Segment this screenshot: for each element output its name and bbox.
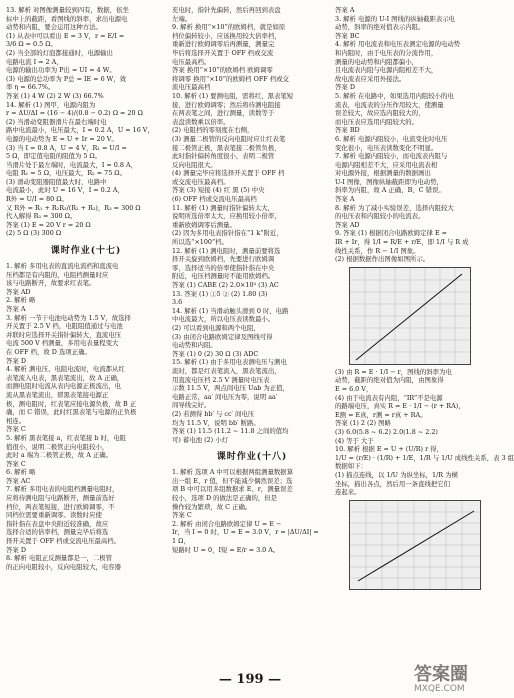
text-line: 变化很小，电压表读数变化不明显。 [335,143,438,152]
text-line: 左端。 [172,14,192,23]
text-line: 在 OFF 档，故 D 选项正确。 [6,347,91,356]
text-line: 将调零 换用“×10”的欧姆档 OFF 档或交 [172,74,289,83]
text-line: 并联时应选择开关指针偏转大，直流电压 [6,330,122,339]
watermark-logo [414,666,496,696]
text-line: 标中上的截距，看图线的斜率，求出电源电 [6,14,128,23]
text-line: 值很小，说明二极管正向电阻较小， [6,442,109,451]
text-line: 流从黑表笔流出，即黑表笔接电源正 [6,390,109,399]
text-line: (6) OFF 档或交流电压最高档 [172,195,257,204]
text-line: 10. 解析 (1) 要测电阻，需将红、黑表笔短 [172,91,294,100]
text-line: 档位偏转较小，应该换用较大倍率档， [172,31,281,40]
column-right [335,6,514,593]
text-line: 中电流最大，所以电压表读数最小。 [172,315,275,324]
page-number: — 199 — [218,672,282,687]
text-line: (2) 可以看到电源和两个电阻， [172,323,260,332]
text-line: U-I 图像，图像纵轴截距即为电动势， [335,177,443,186]
text-line: 操作较为繁琐，故 C 正确。 [172,502,252,511]
text-line: 而测电阻时电流从表内电源正极流出，电 [6,382,122,391]
text-line: 选择合适的倍率档，测量完毕后将选 [6,528,109,537]
text-line: 路中电流最小，电压最大，I = 0.2 A，U = 16 V， [6,126,154,135]
section-heading-17: 课时作业(十七) [50,246,122,257]
text-line: 的电压表和内阻较小的电流表。 [335,212,425,221]
text-line: 数据如下： [335,462,367,471]
text-line: (4) 由于电流表有内阻，“IR”不是电源 [335,393,443,402]
text-line: 答案 C [172,511,192,520]
text-line: 电源的输出功率为 P出 = UI = 4 W。 [6,66,116,75]
text-line: 7. 解析 多用电表的电阻档测量电阻时， [6,485,119,494]
text-line: (2) 若测得 bb′ 与 cc′ 间电压 [172,409,255,418]
text-line: 答案 换用“×10”的欧姆档 欧姆调零 [172,66,273,75]
text-line: IR + Ir，得 1/I = R/E + r/E，即 1/I 与 R 成 [335,238,469,247]
text-line: 3. 解析 电源的 U-I 图线的纵轴截距表示电 [335,14,456,23]
text-line: 短路时 U = 0，I短 = E/r = 3.0 A。 [172,545,280,554]
text-line: (2) 电阻档的零刻度在右侧， [172,126,254,135]
text-line: 率 η = 66.7%。 [6,83,55,92]
text-line: 当滑片处于最左端时，电流最大，I = 0.8 A， [6,160,138,169]
text-line: 此时指针偏转角度很小，表明二极管 [172,152,275,161]
text-line: (3) 电源的总功率为 P总 = IE = 6 W，效 [6,74,127,83]
text-line: 动势，截距的绝对值为内阻，由图象得 [335,376,444,385]
text-line: 电动势和内阻。 [172,341,217,350]
text-line: 择开关置于 OFF 档或交流电压最高档。 [6,537,121,546]
text-line: 电路正常，aa′ 间电压为零，说明 aa′ [172,392,278,401]
text-line: 用直流电压档 2.5 V 测量时电压表 [172,375,270,384]
text-line: 说明所选倍率太大，应换用较小倍率， [172,212,281,221]
text-line: 流时，都是红表笔流入，黑表笔流出， [172,366,281,375]
text-line: 动势和内阻，要会运用这种方法。 [6,23,102,32]
text-line: 误差较大，故应选内阻较大的， [335,109,425,118]
text-line: 连起来。 [335,488,361,497]
text-line: 斜率为内阻，故 A 正确，B、C 错误。 [335,186,445,195]
text-line: 档位，两表笔短接，进行欧姆调零，不 [6,502,115,511]
text-line: (4) 测量完毕应将选择开关置于 OFF 档 [172,169,285,178]
text-line: 流表，电流表的分压作用较大，使测量 [335,100,444,109]
text-line: 10. 解析 根据 E = U + (U/R) r 得， [335,445,443,454]
text-line: 12. 解析 (1) 测电阻时，测量前要将选 [172,246,281,255]
text-line: 1. 解析 多用电表的直流电流档和直流电 [6,262,119,271]
text-line: 或交流电压最高档。 [172,177,230,186]
text-line: 答案 A [335,6,355,14]
text-line: 附近，电压档测量时不能用欧姆档。 [172,272,275,281]
figure-graph-1 [349,267,471,365]
text-line: (2) 5 Ω (3) 300 Ω [6,229,62,238]
text-line: 13. 答案 (1) ①5 ② (2) 1.80 (3) [172,289,268,298]
text-line: 4. 解析 用电流表和电压表测定电源的电动势 [335,40,461,49]
text-line: (1) 描点连线，以 1/U 为纵坐标，1/R 为横 [335,470,458,479]
text-line: 11. 解析 (1) 测量时指针偏转太大， [172,203,274,212]
text-line: 流电压最高档 [172,83,211,92]
text-line: 毕后将选择开关置于 OFF 档或交流 [172,48,274,57]
text-line: 故电流表应采用外接法。 [335,74,406,83]
graph-1-lines [350,268,470,364]
text-line: 应将待测电阻与电路断开，测量前选好 [6,494,115,503]
text-line: 答案 (1) CABE (2) 2.0×10³ (3) AC [172,281,279,289]
text-line: 电阻 R₁ = 5 Ω，电压最大，R₂ = 75 Ω。 [6,169,126,178]
text-line: 而电压表应选用内阻较大的。 [335,117,419,126]
text-line: E = 6.0 V， [335,385,373,393]
text-line: 7. 解析 电源内阻较小，而电流表内阻与 [335,152,448,161]
text-line: 在两表笔之间，进行测量，读数等于 [172,109,275,118]
text-line: 1/U = (r/E) · (1/R) + 1/E，1/R 与 1/U 成线性关系，表 3 组 [335,453,514,462]
text-line: 3.6 [172,298,183,307]
text-line: 答案 BC [335,31,360,40]
text-line: 2. 解析 由闭合电路欧姆定律 U = E − [172,519,282,528]
text-line: 电压最高档。 [172,57,211,66]
text-line: 4. 解析 测电压、电阻电流时，电流都从红 [6,365,125,374]
text-line: 的正向电阻较小，反向电阻较大，电容器 [6,562,122,571]
text-line: 间导线完好。 [172,401,211,410]
text-line: 对电源外接，根据测量的数据画出 [335,169,431,178]
text-line: (2) 根据数据作出图像如图所示。 [335,255,430,264]
text-line: 答案 D [335,83,355,92]
text-line: 压档都是有内阻的，电阻档测量时应 [6,270,109,279]
text-line: 充电时，指针先偏转，然后再回到表盘 [172,6,281,14]
text-line: 确，而 C 错误，此时红黑表笔与电源的正负极 [6,408,137,417]
text-line: 6. 解析 电源内阻较小，电流变化时电压 [335,134,448,143]
text-line: 8. 解析 为了减小实验误差，选择内阻较大 [335,203,454,212]
column-left [6,6,166,571]
text-line: 答案 BD [335,126,360,135]
text-line: 1. 解析 选项 A 中可以根据两组测量数据算 [172,468,294,477]
text-line: (3) 由闭合电路欧姆定律及图线可得 [172,332,273,341]
figure-graph-2 [349,500,481,590]
text-line: 坐标，描出各点，然后用一条直线把它们 [335,479,451,488]
text-line: 答案 (1) 0 (2) 30 Ω (3) ADC [172,349,259,358]
text-line: 答案 (1) 2 (2) 图略 [335,419,391,428]
text-line: 答案 D [6,356,26,365]
text-line: 反向电阻很大。 [172,160,217,169]
text-line: (3) 由 R = E · 1/I − r，图线的斜率为电 [335,367,452,376]
text-line: 5 Ω，即定值电阻的阻值为 5 Ω。 [6,152,102,161]
text-line: 5. 解析 在电路中，如果选用内阻较小的电 [335,91,454,100]
text-line: R外 = U/I = 80 Ω。 [6,195,68,204]
text-line: 重新进行欧姆调零后再测量，测量完 [172,40,275,49]
text-line: 的路端电压，真实 R = E · 1/I − (r + RA)， [335,402,465,411]
text-line: 3/6 Ω = 0.5 Ω。 [6,40,57,49]
text-line: 项 B 中可以用多组数据求 E、r，测量误差 [172,485,293,494]
text-line: 开关置于 2.5 V 档，电阻阻值通过与电池 [6,322,123,331]
text-line: (3) 测量二极管的反向电阻时应让红表笔 [172,134,286,143]
text-line: 该与电路断开，故要求红表笔。 [6,279,96,288]
text-line: 接二极管正极，黑表笔接二极管负极， [172,143,281,152]
text-line: 测量的电动势和内阻都偏小， [335,57,419,66]
text-line: 重新欧姆调零后测量。 [172,220,236,229]
text-line: (1) 从表中可以看出 E = 3 V，r = E/I = [6,31,125,40]
text-line: (2) 当全部的灯泡都接通时，电源输出 [6,48,113,57]
text-line: 指针指在表盘中央附近较准确，故应 [6,519,109,528]
text-line: 9. 解析 换用“×10”的欧姆档，就是如原 [172,23,286,32]
text-line: E测 = E真，r测 = r真 + RA。 [335,410,427,419]
text-line: 出一组 E、r 值，但不能减少偶然误差；选 [172,476,293,485]
text-line: (3) 滑动变阻器阻值最大时，电路中 [6,177,107,186]
text-line: 答案 (1) E = 20 V r = 20 Ω [6,220,91,229]
text-line: 且电流表内阻与电源内阻相差不大， [335,66,438,75]
text-line: 示数 11.5 V，两点间电压 Uab 为正值， [172,384,289,393]
text-line: (3) 当 I = 0.8 A，U = 4 V，R₁ = U/I = [6,143,127,152]
text-line: 5. 解析 黑表笔接 a，红表笔接 b 时，电阻 [6,433,127,442]
text-line: 2. 解析 略 [6,296,36,305]
watermark-text-main: 答案圈 [414,664,468,685]
text-line: 表笔流入电表，黑表笔流出，故 A 正确， [6,373,124,382]
text-line: 电流最小，此时 U = 16 V，I = 0.2 A， [6,186,124,195]
text-line: 答案 (1) 11.5 (11.2 ~ 11.8 之间的值均 [172,427,289,436]
text-line: 择开关旋到欧姆档，先要进行欧姆调 [172,255,275,264]
text-line: 可) 蓄电池 (2) 小灯 [172,435,228,444]
text-line: 9. 答案 (1) 根据闭合电路欧姆定律 E = [335,229,448,238]
watermark-text-url: MXQE.COM [414,684,465,694]
text-line: r = ΔU/ΔI = (16 − 4)/(0.8 − 0.2) Ω = 20 Ω [6,109,143,118]
text-line: 表盘读数乘以倍率。 [172,117,230,126]
text-line: 相连。 [6,416,26,425]
text-line: 14. 解析 (1) 当滑动触头滑到 0 时，电路 [172,306,289,315]
text-line: 电源内阻相差不大，应采用电流表相 [335,160,438,169]
text-line: 电源的电动势为 E = U + Ir = 20 V。 [6,134,118,143]
text-line: 答案 (1) 4 W (2) 2 W (3) 66.7% [6,91,104,100]
text-line: 所以选“×100”档。 [172,238,229,247]
text-line: 电流 500 V 档测量，多用电表量程变大 [6,339,119,348]
text-line: 和内阻时，由于电压表的分流作用， [335,48,438,57]
text-line: 零，选择适当的倍率使指针指在中央 [172,263,275,272]
text-line: 答案 AD [335,220,360,229]
text-line: 此时 a 端为二极管正极，故 A 正确。 [6,451,113,460]
text-line: 答案 (3) 短接 (4) 红 黑 (5) 中央 [172,186,265,195]
text-line: 答案 D [6,545,26,554]
text-line: 线性关系，作 R − 1/I 图象。 [335,246,420,255]
text-line: 6. 解析 略 [6,468,36,477]
text-line: 电路电流 I = 2 A， [6,57,63,66]
text-line: (3) 6.0(5.8 ~ 6.2) 2.0(1.8 ~ 2.2) [335,427,438,436]
text-line: 极，测电阻时，红表笔应接电源负极，故 B 正 [6,399,137,408]
text-line: 接，进行欧姆调零；然后将待测电阻接 [172,100,281,109]
graph-2-lines [350,501,480,589]
text-line: 答案 C [6,459,26,468]
text-line: 同档位需要重新调零。读数时应使 [6,511,102,520]
text-line: 8. 解析 电阻正反测量都是一，二极管 [6,554,113,563]
text-line: 答案 A [6,305,26,313]
text-line: 代入解得 R₃ = 300 Ω。 [6,212,77,221]
text-line: 较小，选项 D 的做法是正确的，但是 [172,494,278,503]
text-line: 答案 AC [6,476,31,485]
text-line: (2) 因为多用电表指针指在“1 k”附近， [172,229,283,238]
text-line: 答案 A [335,195,355,204]
text-line: (4) 等于 大于 [335,436,374,445]
text-line: (2) 当滑动变阻器滑片在最右端时电 [6,117,107,126]
text-line: 动势，斜率的绝对值表示内阻。 [335,23,425,32]
text-line: 答案 AD [6,287,31,296]
column-middle [172,6,332,554]
text-line: 答案 C [6,425,26,434]
text-line: 又 R外 = R₁ + R₂R₃/(R₂ + R₃)，R₃ = 300 Ω [6,203,141,212]
text-line: 15. 解析 (1) 由于多用电表测电压与测电 [172,358,287,367]
text-line: 均为 11.5 V，说明 bb′ 断路。 [172,418,260,427]
section-heading-18: 课时作业(十八) [216,452,288,463]
text-line: 3. 解析 一节干电池电动势为 1.5 V，故选择 [6,313,131,322]
text-line: 13. 解析 对图像测量较到四有，数据，依坐 [6,6,129,14]
text-line: 1 Ω， [172,537,190,546]
text-line: Ir，当 I = 0 时，U = E = 3.0 V，r = |ΔU/ΔI| = [172,528,319,537]
text-line: 14. 解析 (1) 图甲，电源内阻为 [6,100,96,109]
